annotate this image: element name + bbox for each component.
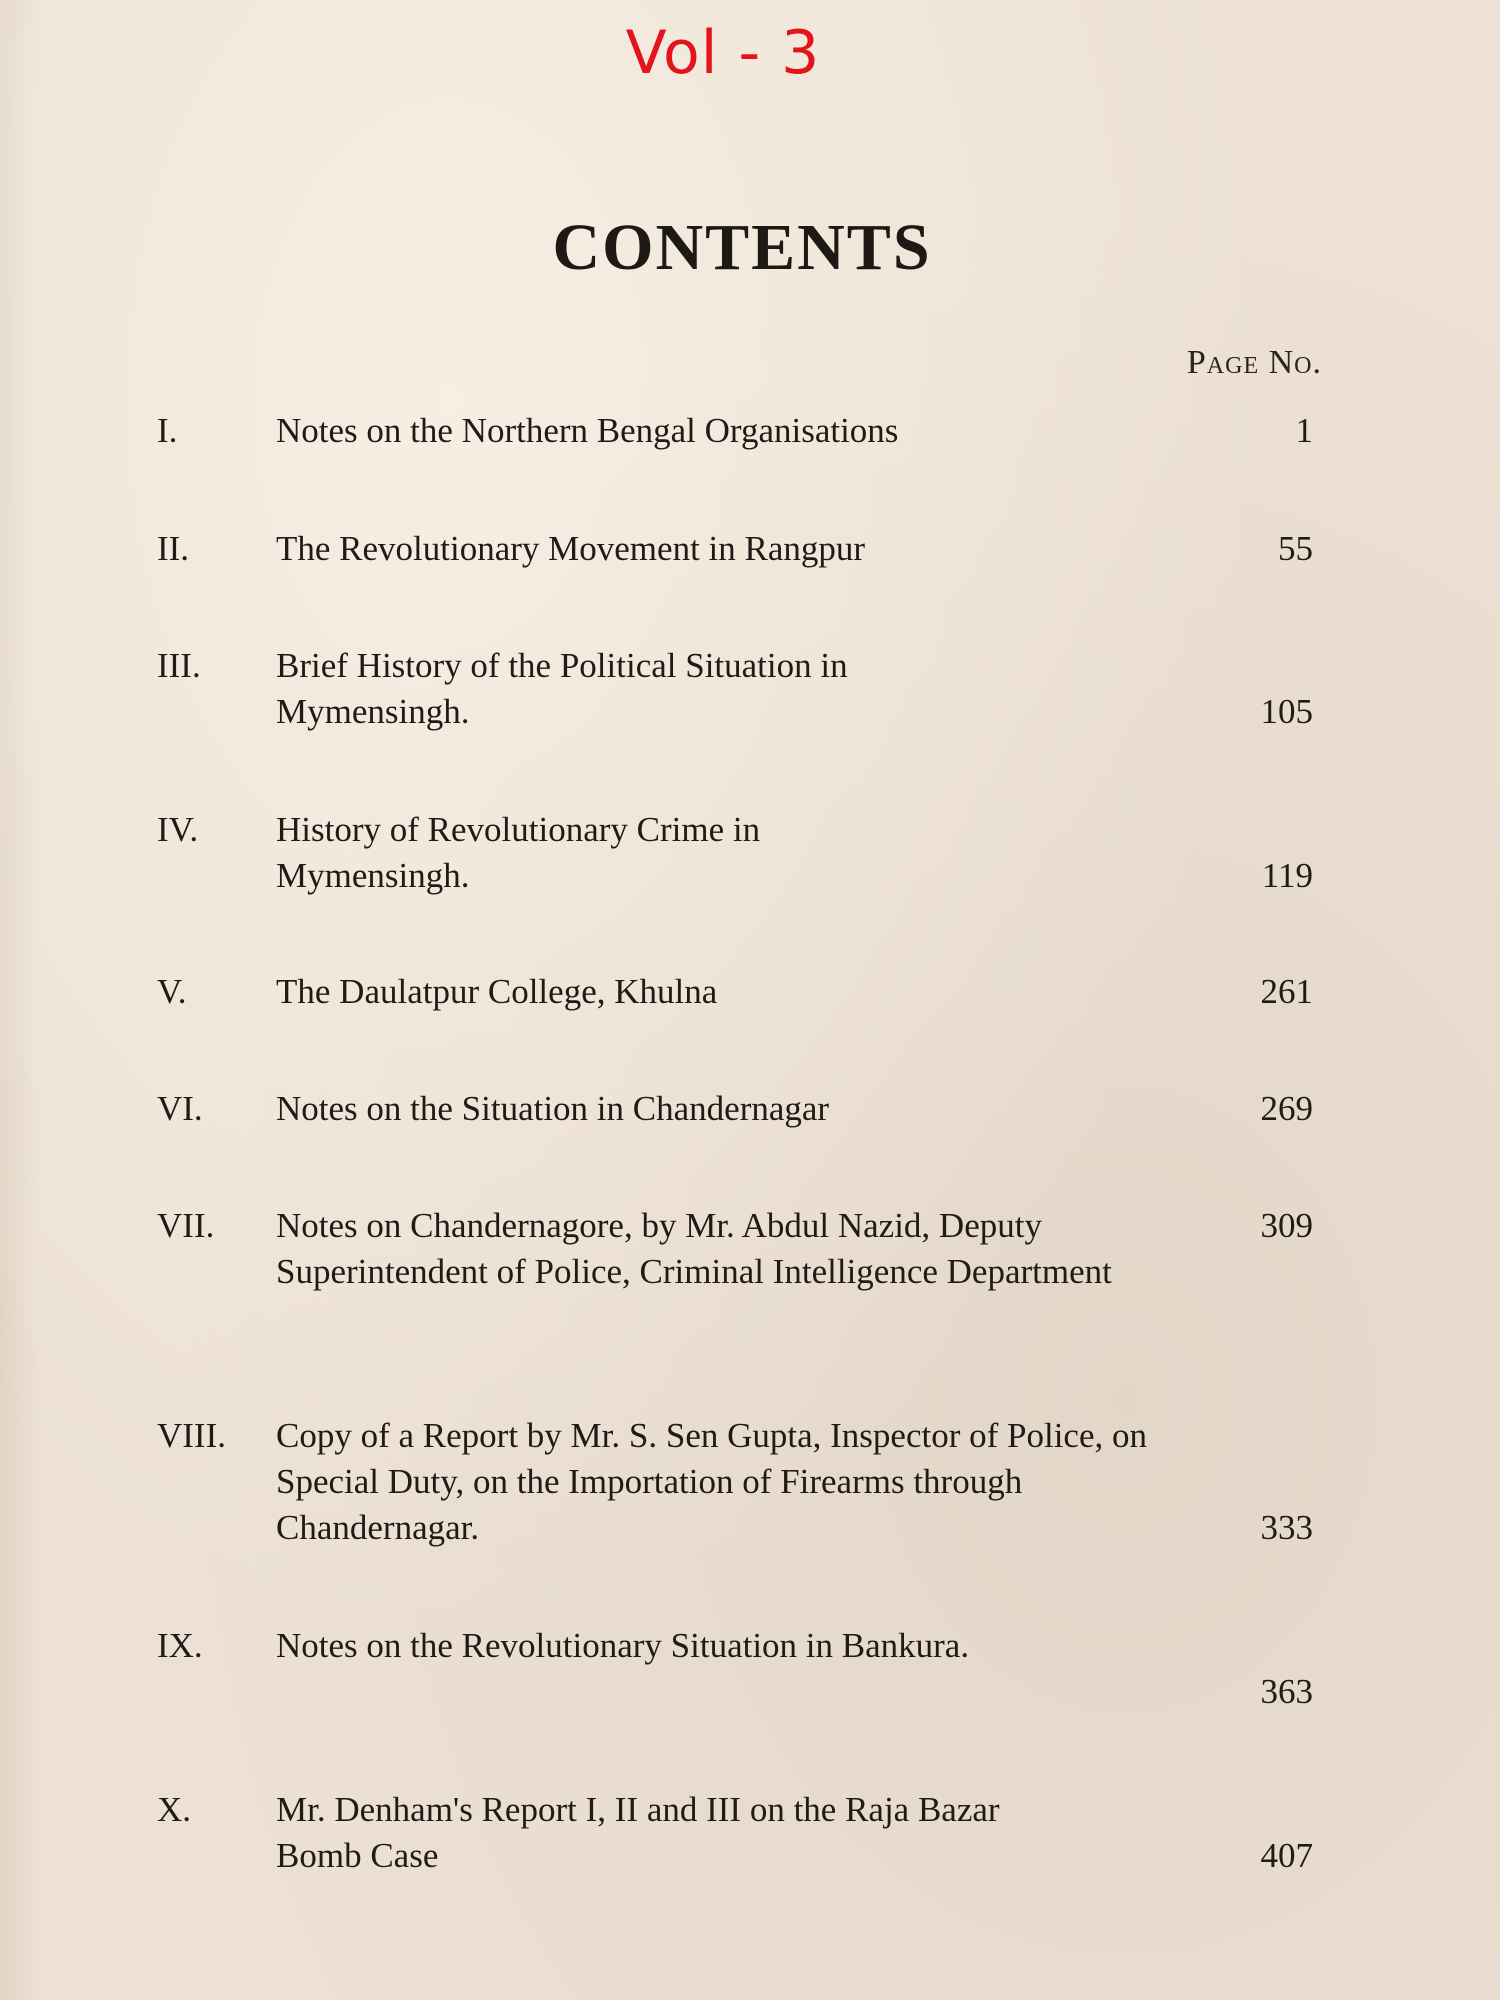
entry-title: Notes on the Revolutionary Situation in Bankura. (276, 1626, 970, 1665)
entry-page-number: 119 (1261, 856, 1313, 895)
entry-title: Notes on the Situation in Chandernagar (276, 1089, 830, 1128)
entry-numeral: VIII. (157, 1416, 226, 1455)
entry-title: Mr. Denham's Report I, II and III on the Raja Bazar Bomb Case (276, 1790, 1000, 1875)
entry-numeral: II. (157, 529, 190, 568)
entry-page-number: 1 (1295, 411, 1313, 450)
entry-page-number: 261 (1260, 972, 1313, 1011)
entry-page-number: 55 (1278, 529, 1313, 568)
entry-title: Notes on the Northern Bengal Organisations (276, 411, 899, 450)
entry-page-number: 269 (1260, 1089, 1313, 1128)
entry-title: Notes on Chandernagore, by Mr. Abdul Nazid, Deputy Superintendent of Police, Criminal Intelligence Department (276, 1206, 1112, 1291)
entry-page-number: 333 (1260, 1508, 1313, 1547)
entry-numeral: IV. (157, 810, 199, 849)
entry-title: The Revolutionary Movement in Rangpur (276, 529, 866, 568)
entry-numeral: VI. (157, 1089, 203, 1128)
entry-numeral: IX. (157, 1626, 203, 1665)
entry-page-number: 363 (1260, 1672, 1313, 1711)
entry-numeral: VII. (157, 1206, 215, 1245)
volume-label: Vol - 3 (625, 18, 821, 88)
entry-page-number: 407 (1260, 1836, 1313, 1875)
entry-numeral: I. (157, 411, 178, 450)
page-number-column-header: Page No. (1186, 344, 1322, 381)
entry-numeral: X. (157, 1790, 192, 1829)
entry-title: Brief History of the Political Situation in Mymensingh. (276, 646, 848, 731)
page-title: CONTENTS (552, 211, 932, 284)
entry-page-number: 105 (1260, 692, 1313, 731)
entry-title: History of Revolutionary Crime in Mymensingh. (276, 810, 761, 895)
entry-title: Copy of a Report by Mr. S. Sen Gupta, Inspector of Police, on Special Duty, on the Importation of Firearms through Chandernagar. (276, 1416, 1148, 1547)
entry-numeral: V. (157, 972, 187, 1011)
entry-title: The Daulatpur College, Khulna (276, 972, 718, 1011)
entry-numeral: III. (157, 646, 201, 685)
entry-page-number: 309 (1260, 1206, 1313, 1245)
